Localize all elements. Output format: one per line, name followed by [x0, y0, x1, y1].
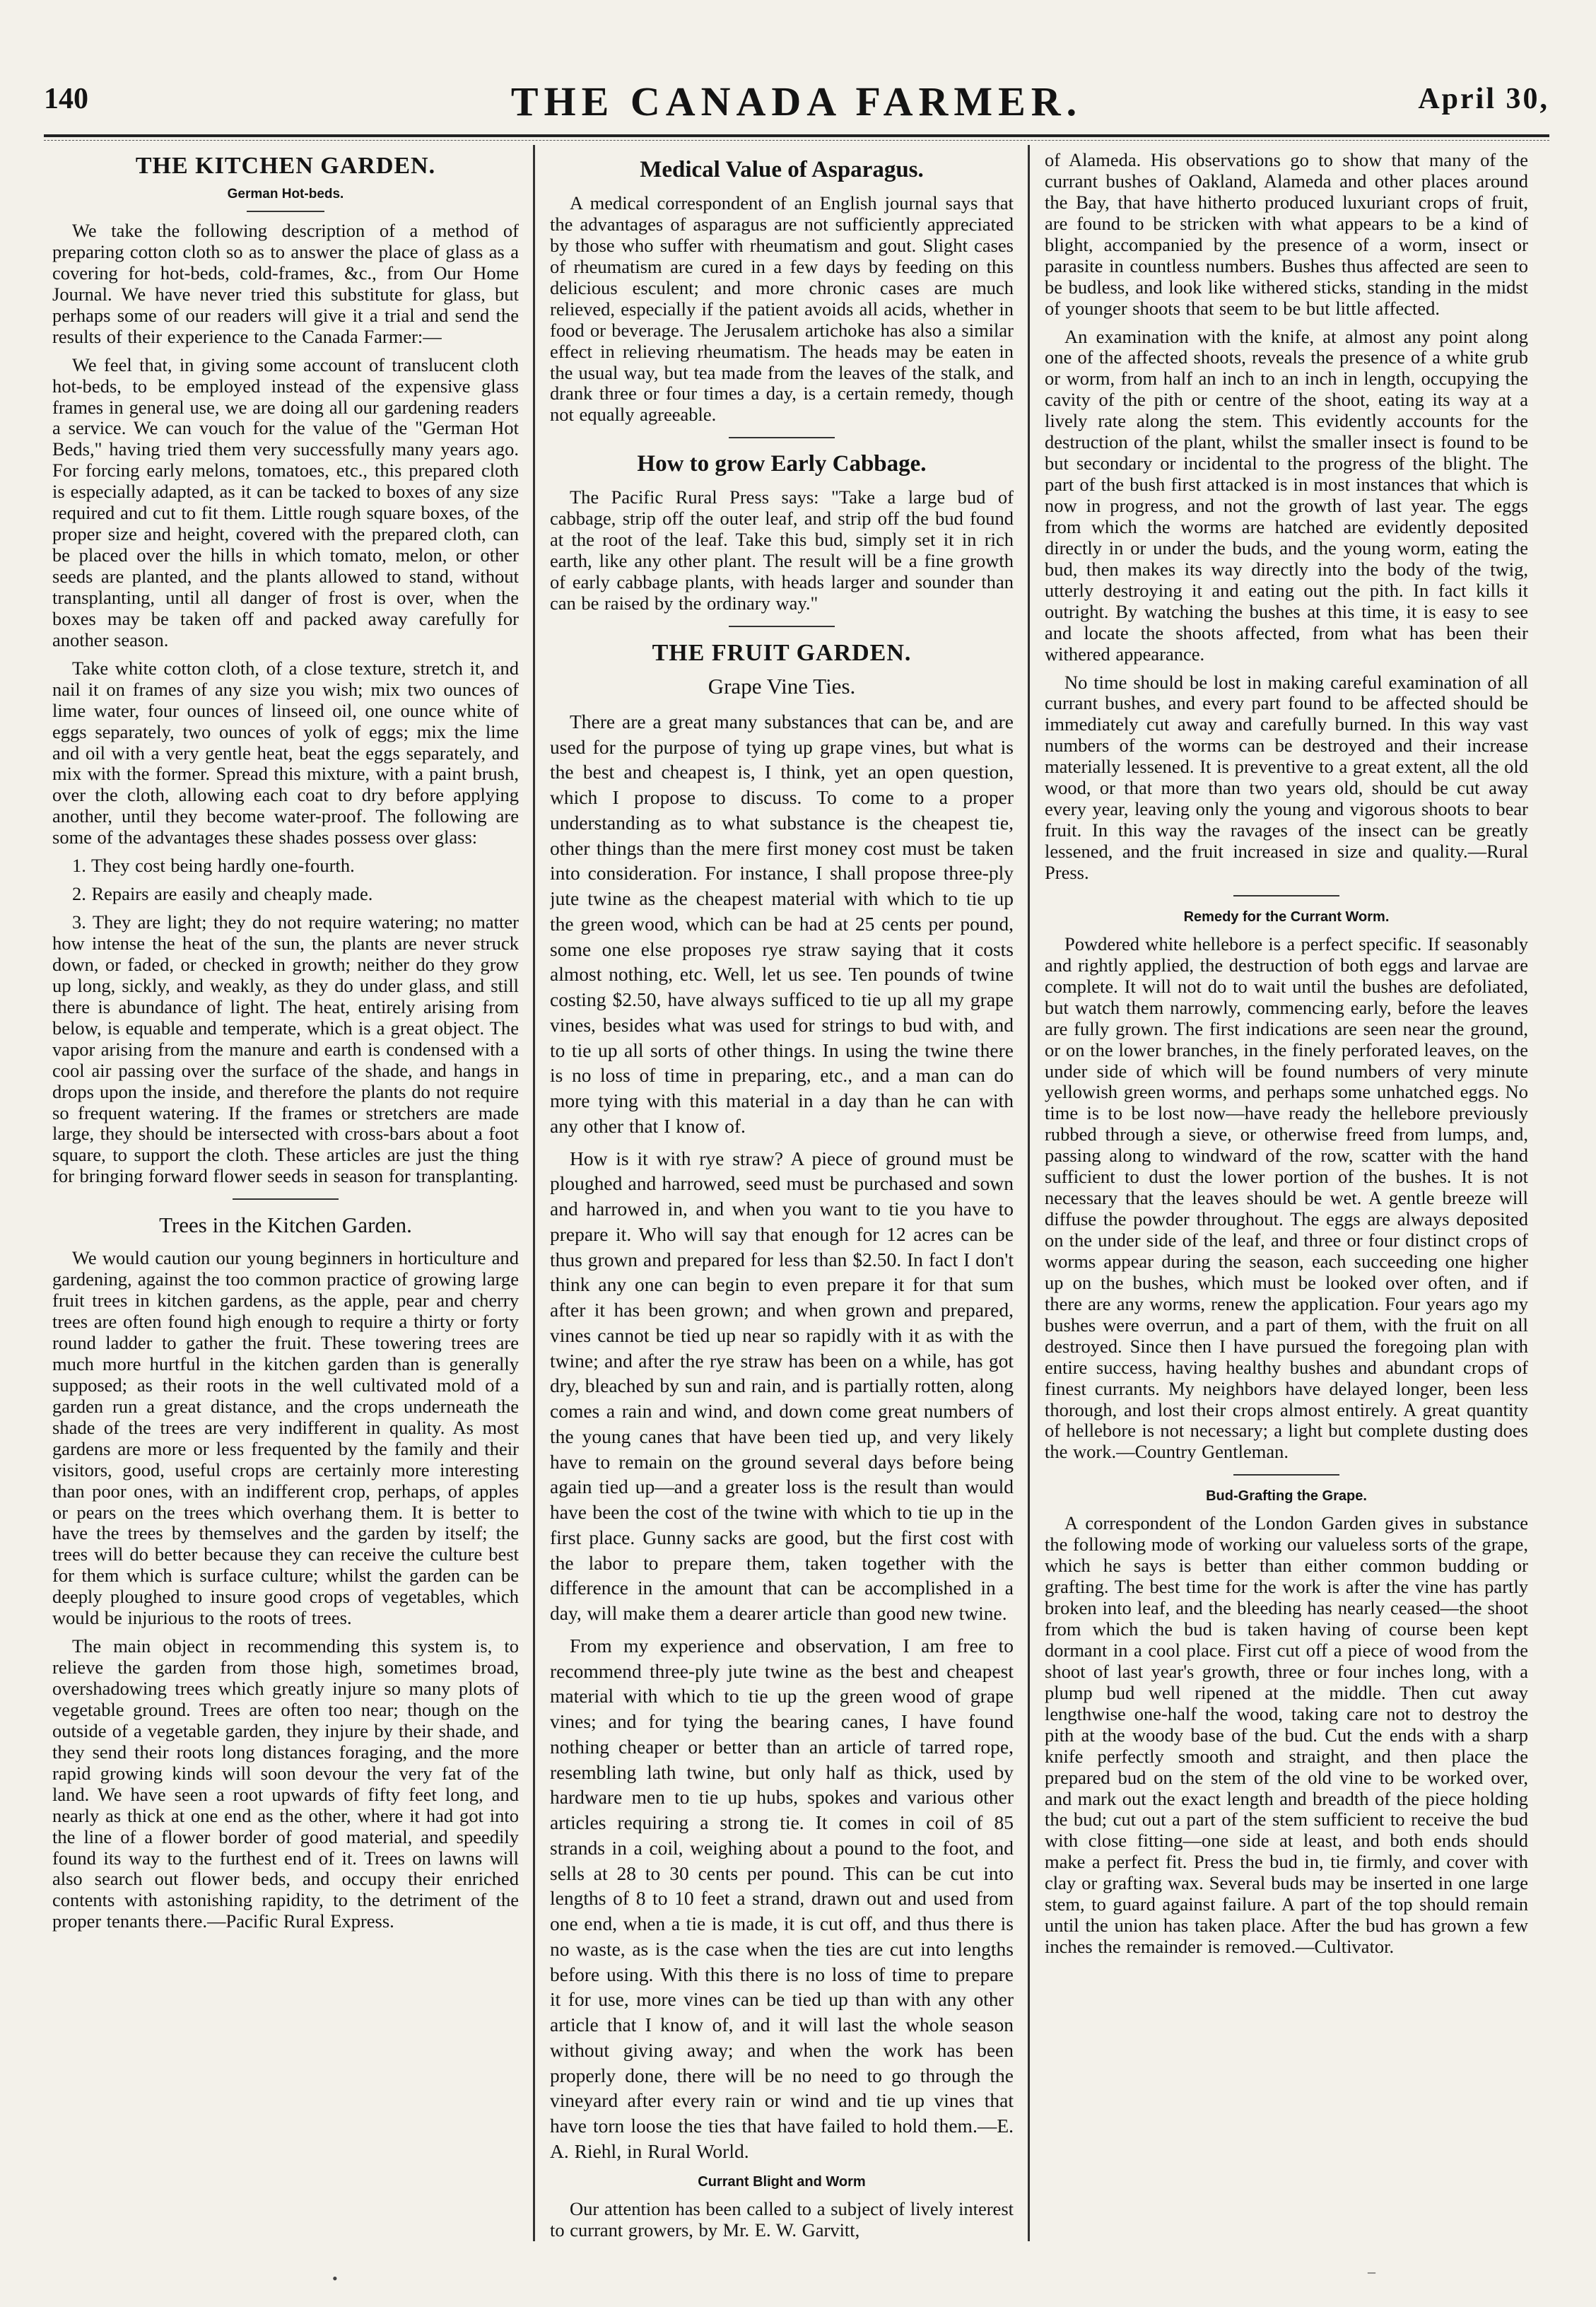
section-title-kitchen-garden: THE KITCHEN GARDEN. [135, 153, 436, 179]
article-title-asparagus: Medical Value of Asparagus. [640, 157, 924, 182]
article-bud-grafting [1045, 1513, 1528, 1958]
column-1 [52, 150, 519, 2243]
article-currant-remedy [1045, 934, 1528, 1463]
paragraph: We take the following description of a method of preparing cotton cloth so as to answer the place of glass as a covering for hot-beds, cold-frames, &c., from Our Home Journal. We have never tried this substitute for glass, but perhaps some of our readers will give it a trial and send the results of their experience to the Canada Farmer:— [52, 220, 519, 347]
footer-mark-left: • [332, 2270, 338, 2287]
issue-date: April 30, [1418, 83, 1549, 115]
footer-mark-right: – [1368, 2262, 1375, 2280]
paragraph: 2. Repairs are easily and cheaply made. [72, 883, 373, 905]
article-title-hotbeds: German Hot-beds. [227, 187, 344, 202]
paragraph: The main object in recommending this system is, to relieve the garden from those high, sometimes broad, overshadowing trees which greatly injure so many plots of vegetable ground. Trees are often too near; though on the outside of a vegetable garden, they injure by their shade, and they send their roots long distances foraging, and the more rapid growing kinds will soon devour the very fat of the land. We have seen a root upwards of fifty feet long, and nearly as thick at one end as the other, where it had got into the line of a flower border of good material, and speedily found its way to the furthest end of it. Trees on lawns will also search out flower beds, and occupy their enriched contents with astonishing rapidity, to the detriment of the proper tenants there.—Pacific Rural Express. [52, 1635, 519, 1932]
article-asparagus [550, 193, 1014, 426]
column-2 [550, 150, 1014, 2243]
article-trees [52, 1248, 519, 1932]
page-header [44, 78, 1549, 127]
article-vine-ties [550, 709, 1014, 2164]
paragraph: We feel that, in giving some account of translucent cloth hot-beds, to be employed instead of the expensive glass frames in general use, we are doing all our gardening readers a service. We can vouch for the value of the "German Hot Beds," having tried them very successfully many years ago. For forcing early melons, tomatoes, etc., this prepared cloth is especially adapted, as it can be tacked to boxes of any size required and cut to fit them. Little rough square boxes, of the proper size and height, covered with the prepared cloth, can be placed over the hills in which tomato, melon, or other seeds are planted, and the plants allowed to stand, without transplanting, until all danger of frost is over, when the boxes may be taken off and packed away carefully for another season. [52, 354, 519, 650]
article-currant-blight [550, 2199, 1014, 2241]
masthead: THE CANADA FARMER. [510, 78, 1083, 124]
paragraph: From my experience and observation, I am free to recommend three-ply jute twine as the best and cheapest material with which to tie up the green wood of grape vines; and for tying the bearing canes, I have found nothing cheaper or better than an article of tarred rope, resembling lath twine, but only half as thick, used by hardware men to tie up hubs, spokes and various other articles requiring a strong tie. It comes in coil of 85 strands in a coil, weighing about a pound to the foot, and sells at 28 to 30 cents per pound. This can be cut into lengths of 8 to 10 feet a strand, drawn out and used from one end, when a tie is made, it is cut off, and thus there is no waste, as is the case when the ties are cut into lengths before using. With this there is no loss of time to prepare it for use, more vines can be tied up than with any other article that I know of, and it will last the whole season without giving away; and when the work has been properly done, there will be no need to go through the vineyard after every rain or wind and tie up vines that have torn loose the ties that have failed to hold them.—E. A. Riehl, in Rural World. [550, 1634, 1014, 2162]
paragraph: Our attention has been called to a subject of lively interest to currant growers, by Mr. E. W. Garvitt, [550, 2197, 1014, 2241]
paragraph: Take white cotton cloth, of a close texture, stretch it, and nail it on frames of any size you wish; mix two ounces of lime water, four ounces of linseed oil, one ounce white of eggs separately, two ounces of yolk of eggs; mix the lime and oil with a very gentle heat, beat the eggs separately, and mix with the former. Spread this mixture, with a paint brush, over the cloth, allowing each coat to dry before applying another, until they become water-proof. The following are some of the advantages these shades possess over glass: [52, 657, 519, 848]
paragraph: 3. They are light; they do not require watering; no matter how intense the heat of the sun, the plants are never struck down, or faded, or checked in growth; neither do they grow up long, sickly, and weakly, as they do under glass, and still there is abundance of light. The heat, entirely arising from below, is equable and temperate, which is a great object. The vapor arising from the manure and earth is condensed with a cool air passing over the surface of the shade, and hangs in drops upon the inside, and therefore the plants do not require so frequent watering. If the frames or stretchers are made large, they should be intersected with cross-bars about a foot square, to support the cloth. These articles are just the thing for bringing forward flower seeds in season for transplanting. [52, 911, 519, 1187]
section-rule [729, 626, 835, 627]
section-rule [1233, 1474, 1339, 1476]
section-rule [729, 437, 835, 438]
paragraph: A correspondent of the London Garden gives in substance the following mode of working our valueless sorts of the grape, which he says is better than either common budding or grafting. The best time for the work is after the vine has partly broken into leaf, and the bleeding has nearly ceased—the shoot from which the bud is taken having of course been kept dormant in a cool place. First cut off a piece of wood from the shoot of last year's growth, three or four inches long, with a plump bud well ripened at the middle. Then cut away lengthwise one-half the wood, taking care not to destroy the pith at the woody base of the bud. Cut the ends with a sharp knife perfectly smooth and straight, and then place the prepared bud on the stem of the old vine to be worked over, and mark out the exact length and breadth of the piece holding the bud; cut out a part of the stem sufficient to receive the bud with close fitting—one side at least, and both ends should make a perfect fit. Press the bud in, tie firmly, and cover with clay or grafting wax. Several buds may be inserted in one large stem, to guard against failure. A part of the top should remain until the union has taken place. After the bud has grown a few inches the remainder is removed.—Cultivator. [1045, 1512, 1528, 1958]
column-divider-1 [533, 145, 535, 2241]
column-divider-2 [1028, 145, 1030, 2241]
paragraph: There are a great many substances that can be, and are used for the purpose of tying up grape vines, but what is the best and cheapest is, I think, yet an open question, which I propose to discuss. To come to a proper understanding as to what substance is the cheapest tie, other things than the mere first money cost must be taken into consideration. For instance, I shall propose three-ply jute twine as the cheapest material with which to tie up the green wood, which can be had at 25 cents per pound, some one else proposes rye straw saying that it costs almost nothing, etc. Well, let us see. Ten pounds of twine costing $2.50, have always sufficed to tie up all my grape vines, besides what was used for strings to bud with, and to tie up all sorts of other things. In using the twine there is no loss of time in preparing, etc., and a man can do more tying with this material in a day than he can with any other that I know of. [550, 710, 1014, 1137]
paragraph: Powdered white hellebore is a perfect specific. If seasonably and rightly applied, the destruction of both eggs and larvae are complete. It will not do to wait until the bushes are defoliated, but watch them narrowly, commencing early, before the leaves are fully grown. The first indications are seen near the ground, or on the lower branches, in the finely perforated leaves, on the under side of which will be found numbers of very minute yellowish green worms, and perhaps some unhatched eggs. No time is to be lost now—have ready the hellebore previously rubbed through a sieve, or otherwise freed from lumps, and, passing along to windward of the row, scatter with the hand sufficient to dust the lower portion of the bushes. It is not necessary that the leaves should be wet. A gentle breeze will diffuse the powder throughout. The eggs are always deposited on the under side of the leaf, and three or four distinct crops of worms appear during the season, each succeeding one higher up on the bushes, which must be looked over often, and if there are any worms, renew the application. Four years ago my bushes were overrun, and a part of them, with the fruit on all destroyed. Since then I have pursued the foregoing plan with entire success, having healthy bushes and abundant crops of finest currants. My neighbors have delayed longer, been less thorough, and lost their crops almost entirely. A great quantity of hellebore is not necessary; a light but complete dusting does the work.—Country Gentleman. [1045, 933, 1528, 1463]
article-title-trees: Trees in the Kitchen Garden. [159, 1213, 412, 1238]
article-currant-blight-continued [1045, 150, 1528, 884]
page-number: 140 [44, 83, 88, 115]
header-rule [44, 134, 1549, 137]
paragraph: A medical correspondent of an English journal says that the advantages of asparagus are not sufficiently appreciated by those who suffer with rheumatism and gout. Slight cases of rheumatism are cured in a few days by feeding on this delicious esculent; and more chronic cases are much relieved, especially if the patient avoids all acids, whether in food or beverage. The Jerusalem artichoke has also a similar effect in relieving rheumatism. The heads may be eaten in the usual way, but tea made from the leaves of the stalk, and drank three or four times a day, is a certain remedy, though not equally agreeable. [550, 192, 1014, 426]
column-3 [1045, 150, 1528, 2243]
paragraph: The Pacific Rural Press says: "Take a large bud of cabbage, strip off the outer leaf, and strip off the bud found at the root of the leaf. Take this bud, simply set it in rich earth, like any other plant. The result will be a fine growth of early cabbage plants, with heads larger and sounder than can be raised by the ordinary way." [550, 486, 1014, 614]
article-title-currant-blight: Currant Blight and Worm [698, 2173, 866, 2190]
paragraph: 1. They cost being hardly one-fourth. [72, 855, 355, 877]
section-rule [1233, 895, 1339, 896]
paragraph: How is it with rye straw? A piece of ground must be ploughed and harrowed, seed must be purchased and sown and harrowed in, and when you want to tie you have to prepare it. Who will say that enough for 12 acres can be thus grown and prepared for less than $2.50. In fact I don't think any one can begin to even prepare it for that sum after it has been grown; and when grown and prepared, vines cannot be tied up near so rapidly with it as with the twine; and after the rye straw has been on a while, has got dry, bleached by sun and rain, and is partially rotten, along comes a rain and wind, and down come great numbers of the young canes that have been tied up, and very likely have to remain on the ground several days before being again tied up—and a greater loss is the result than would have been the cost of the twine with which to tie up in the first place. Gunny sacks are good, but the first cost with the labor to prepare them, taken together with the difference in the amount that can be accomplished in a day, will make them a dearer article than good new twine. [550, 1147, 1014, 1625]
paragraph: of Alameda. His observations go to show that many of the currant bushes of Oakland, Alameda and other places around the Bay, that have hitherto produced luxuriant crops of fruit, are found to be stricken with what appears to be a kind of blight, accompanied by the presence of a worm, insect or parasite in countless numbers. Bushes thus affected are seen to be budless, and look like withered sticks, standing in the midst of younger shoots that seem to be but little affected. [1045, 150, 1528, 319]
article-title-cabbage: How to grow Early Cabbage. [637, 451, 927, 477]
article-title-currant-remedy: Remedy for the Currant Worm. [1183, 909, 1390, 925]
section-title-fruit-garden: THE FRUIT GARDEN. [652, 639, 912, 666]
title-rule [247, 211, 324, 212]
article-cabbage [550, 487, 1014, 614]
paragraph: No time should be lost in making careful examination of all currant bushes, and every part found to be affected should be immediately cut away and carefully burned. In this way vast numbers of the worms can be destroyed and their increase materially lessened. It is preventive to a great extent, all the old wood, or that more than two years old, should be cut away every year, leaving only the young and vigorous shoots to bear fruit. In this way the ravages of the insect can be greatly lessened, and the fruit increased in size and quality.—Rural Press. [1045, 671, 1528, 883]
section-rule [233, 1198, 339, 1200]
article-hotbeds [52, 221, 519, 1187]
paragraph: We would caution our young beginners in horticulture and gardening, against the too common practice of growing large fruit trees in kitchen gardens, as the apple, pear and cherry trees are often found high enough to require a thirty or forty round ladder to gather the fruit. These towering trees are much more hurtful in the kitchen garden than is generally supposed; as their roots in the well cultivated mold of a garden run a great distance, and the crops underneath the shade of the trees are very indifferent in quality. As most gardens are more or less frequented by the family and their visitors, good, useful crops are certainly more interesting than poor ones, with an indifferent crop, perhaps, of apples or pears on the trees which overhang them. It is better to have the trees by themselves and the garden by itself; the trees will do better because they can receive the culture best for them which is surface culture; whilst the garden can be deeply ploughed to insure good crops of vegetables, which would be injurious to the roots of trees. [52, 1247, 519, 1629]
paragraph: An examination with the knife, at almost any point along one of the affected shoots, reveals the presence of a white grub or worm, from half an inch to an inch in length, occupying the cavity of the pith or centre of the shoot, eating its way at a lively rate along the stem. This evidently accounts for the destruction of the plant, whilst the smaller insect is found to be but secondary or incidental to the progress of the blight. The part of the bush first attacked is in most instances that which is now in progress, and not the growth of last year. The eggs from which the worms are hatched are evidently deposited directly in or under the buds, and the young worm, eating the bud, then makes its way directly into the body of the twig, utterly destroying it and eating out the pith. In fact kills it outright. By watching the bushes at this time, it is easy to see and locate the shoots affected, from what has been their withered appearance. [1045, 325, 1528, 665]
header-rule-dashed [44, 140, 1549, 141]
article-title-vine-ties: Grape Vine Ties. [708, 673, 856, 699]
article-title-bud-grafting: Bud-Grafting the Grape. [1206, 1488, 1367, 1505]
